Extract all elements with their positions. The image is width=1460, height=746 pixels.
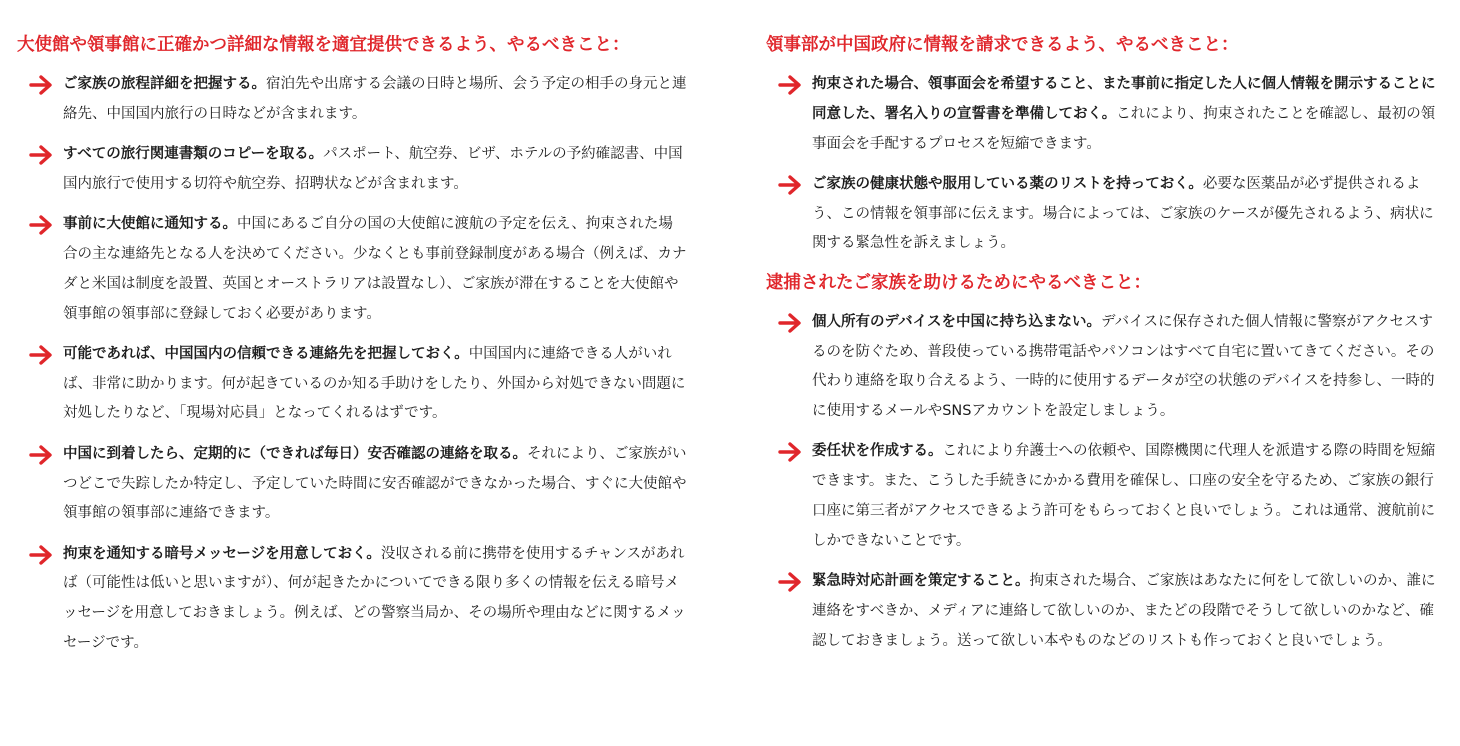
arrow-right-icon <box>778 313 804 333</box>
list-item <box>17 440 687 529</box>
item-lead: 委任状を作成する。 <box>812 443 943 460</box>
item-lead: 拘束を通知する暗号メッセージを用意しておく。 <box>63 545 381 562</box>
list-item <box>766 70 1436 159</box>
arrow-right-icon <box>29 215 55 235</box>
item-body: これにより弁護士への依頼や、国際機関に代理人を派遣する際の時間を短縮できます。また、こうした手続きにかかる費用を確保し、口座の安全を守るため、ご家族の銀行口座に第三者がアクセスできるよう許可をもらっておくと良いでしょう。これは通常、渡航前にしかできないことです。 <box>812 443 1436 549</box>
arrow-right-icon <box>778 572 804 592</box>
item-lead: 拘束された場合、領事面会を希望すること、また事前に指定した人に個人情報を開示することに同意した、署名入りの宣誓書を準備しておく。 <box>812 76 1436 122</box>
item-body: デバイスに保存された個人情報に警察がアクセスするのを防ぐため、普段使っている携帯電話やパソコンはすべて自宅に置いてきてください。その代わり連絡を取り合えるよう、一時的に使用するデータが空の状態のデバイスを持参し、一時的に使用するメールやSNSアカウントを設定しましょう。 <box>812 313 1435 420</box>
arrow-right-icon <box>778 75 804 95</box>
item-body: 必要な医薬品が必ず提供されるよう、この情報を領事部に伝えます。場合によっては、ご家族のケースが優先されるよう、病状に関する緊急性を訴えましょう。 <box>812 175 1434 252</box>
arrow-right-icon <box>29 145 55 165</box>
item-body: 中国国内に連絡できる人がいれば、非常に助かります。何が起きているのか知る手助けをしたり、外国から対処できない問題に対処したりなど、「現場対応員」となってくれるはずです。 <box>63 345 686 422</box>
item-lead: 緊急時対応計画を策定すること。 <box>812 573 1030 590</box>
list-item <box>766 308 1436 427</box>
item-body: 拘束された場合、ご家族はあなたに何をして欲しいのか、誰に連絡をすべきか、メディアに連絡して欲しいのか、またどの段階でそうして欲しいのかなど、確認しておきましょう。送って欲しい本やものなどのリストも作っておくと良いでしょう。 <box>812 573 1436 649</box>
arrow-right-icon <box>778 175 804 195</box>
item-body: これにより、拘束されたことを確認し、最初の領事面会を手配するプロセスを短縮できます。 <box>812 105 1436 152</box>
list-item <box>766 567 1436 656</box>
item-body: 宿泊先や出席する会議の日時と場所、会う予定の相手の身元と連絡先、中国国内旅行の日時などが含まれます。 <box>63 76 687 122</box>
list-item <box>17 140 687 200</box>
arrow-right-icon <box>29 345 55 365</box>
item-lead: ご家族の旅程詳細を把握する。 <box>63 76 266 92</box>
list-item <box>17 70 687 130</box>
left-column <box>17 32 687 669</box>
list-item <box>17 210 687 329</box>
section-heading-arrest-help: 逮捕されたご家族を助けるためにやるべきこと： <box>766 272 1151 293</box>
arrow-right-icon <box>778 442 804 462</box>
item-lead: すべての旅行関連書類のコピーを取る。 <box>63 146 324 163</box>
section-heading-embassy-info: 大使館や領事館に正確かつ詳細な情報を適宜提供できるよう、やるべきこと： <box>17 35 630 55</box>
item-lead: ご家族の健康状態や服用している薬のリストを持っておく。 <box>812 175 1203 192</box>
list-item <box>17 340 687 429</box>
item-lead: 中国に到着したら、定期的に（できれば毎日）安否確認の連絡を取る。 <box>63 445 527 462</box>
right-column <box>766 32 1436 667</box>
list-item <box>766 170 1436 259</box>
arrow-right-icon <box>29 545 55 565</box>
item-body: それにより、ご家族がいつどこで失踪したか特定し、予定していた時間に安否確認ができなかった場合、すぐに大使館や領事館の領事部に連絡できます。 <box>63 445 687 522</box>
item-lead: 可能であれば、中国国内の信頼できる連絡先を把握しておく。 <box>63 345 469 362</box>
item-lead: 個人所有のデバイスを中国に持ち込まない。 <box>812 313 1101 330</box>
section-heading-consular-request: 領事部が中国政府に情報を請求できるよう、やるべきこと： <box>766 35 1239 55</box>
item-body: 中国にあるご自分の国の大使館に渡航の予定を伝え、拘束された場合の主な連絡先となる人を決めてください。少なくとも事前登録制度がある場合（例えば、カナダと米国は制度を設置、英国とオーストラリアは設置なし）、ご家族が滞在することを大使館や領事館の領事部に登録しておく必要があります。 <box>63 216 687 322</box>
arrow-right-icon <box>29 445 55 465</box>
list-item <box>766 437 1436 556</box>
item-lead: 事前に大使館に通知する。 <box>63 216 237 233</box>
list-item <box>17 540 687 659</box>
item-body: パスポート、航空券、ビザ、ホテルの予約確認書、中国国内旅行で使用する切符や航空券、招聘状などが含まれます。 <box>63 146 683 192</box>
arrow-right-icon <box>29 75 55 95</box>
item-body: 没収される前に携帯を使用するチャンスがあれば（可能性は低いと思いますが）、何が起きたかについてできる限り多くの情報を伝える暗号メッセージを用意しておきましょう。例えば、どの警察当局か、その場所や理由などに関するメッセージです。 <box>63 545 686 652</box>
